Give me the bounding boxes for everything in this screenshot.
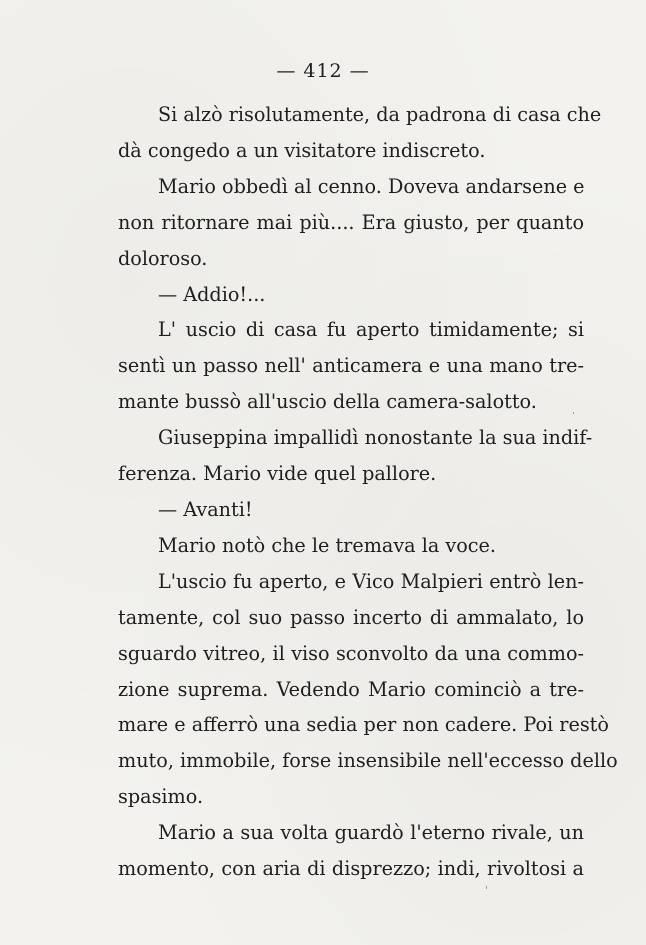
text-line: Mario a sua volta guardò l'eterno rivale, un	[158, 821, 584, 845]
text-line: zione suprema. Vedendo Mario cominciò a tre-	[118, 677, 584, 701]
paragraph-5	[118, 420, 593, 492]
paragraph-4	[118, 312, 584, 420]
paragraph-7	[118, 528, 584, 564]
paragraph-2	[118, 169, 584, 277]
text-line: Giuseppina impallidì nonostante la sua indif-	[158, 426, 593, 450]
text-line: mante bussò all'uscio della camera-salotto.	[118, 390, 537, 414]
paper-speck	[573, 412, 574, 414]
text-line: Mario obbedì al cenno. Doveva andarsene e	[158, 174, 585, 198]
paper-speck	[312, 762, 314, 764]
text-line: Si alzò risolutamente, da padrona di casa che	[158, 103, 602, 126]
text-line: doloroso.	[118, 246, 208, 270]
paragraph-6	[118, 492, 584, 528]
text-line: Mario notò che le tremava la voce.	[158, 533, 496, 557]
text-line: mare e afferrò una sedia per non cadere. Poi restò	[118, 713, 609, 737]
paragraph-8	[118, 564, 618, 815]
page-number: — 412 —	[276, 60, 370, 82]
text-line: muto, immobile, forse insensibile nell'eccesso dello	[118, 749, 618, 773]
text-line: L' uscio di casa fu aperto timidamente; si	[158, 318, 584, 342]
text-line: sentì un passo nell' anticamera e una mano tre-	[118, 354, 584, 378]
body-text	[118, 97, 618, 887]
text-line: momento, con aria di disprezzo; indi, rivoltosi a	[118, 857, 584, 881]
text-line: spasimo.	[118, 785, 204, 809]
text-line: ferenza. Mario vide quel pallore.	[118, 462, 437, 486]
text-line: — Avanti!	[158, 497, 253, 521]
paragraph-3	[118, 277, 584, 313]
text-line: dà congedo a un visitatore indiscreto.	[118, 138, 486, 162]
paragraph-1	[118, 97, 602, 169]
text-line: — Addio!...	[158, 282, 266, 306]
text-line: L'uscio fu aperto, e Vico Malpieri entrò len-	[158, 569, 584, 593]
paragraph-9	[118, 815, 584, 887]
text-line: tamente, col suo passo incerto di ammalato, lo	[118, 605, 584, 629]
text-line: sguardo vitreo, il viso sconvolto da una commo-	[118, 641, 584, 665]
paper-speck	[486, 886, 487, 889]
text-line: non ritornare mai più.... Era giusto, per quanto	[118, 210, 584, 234]
